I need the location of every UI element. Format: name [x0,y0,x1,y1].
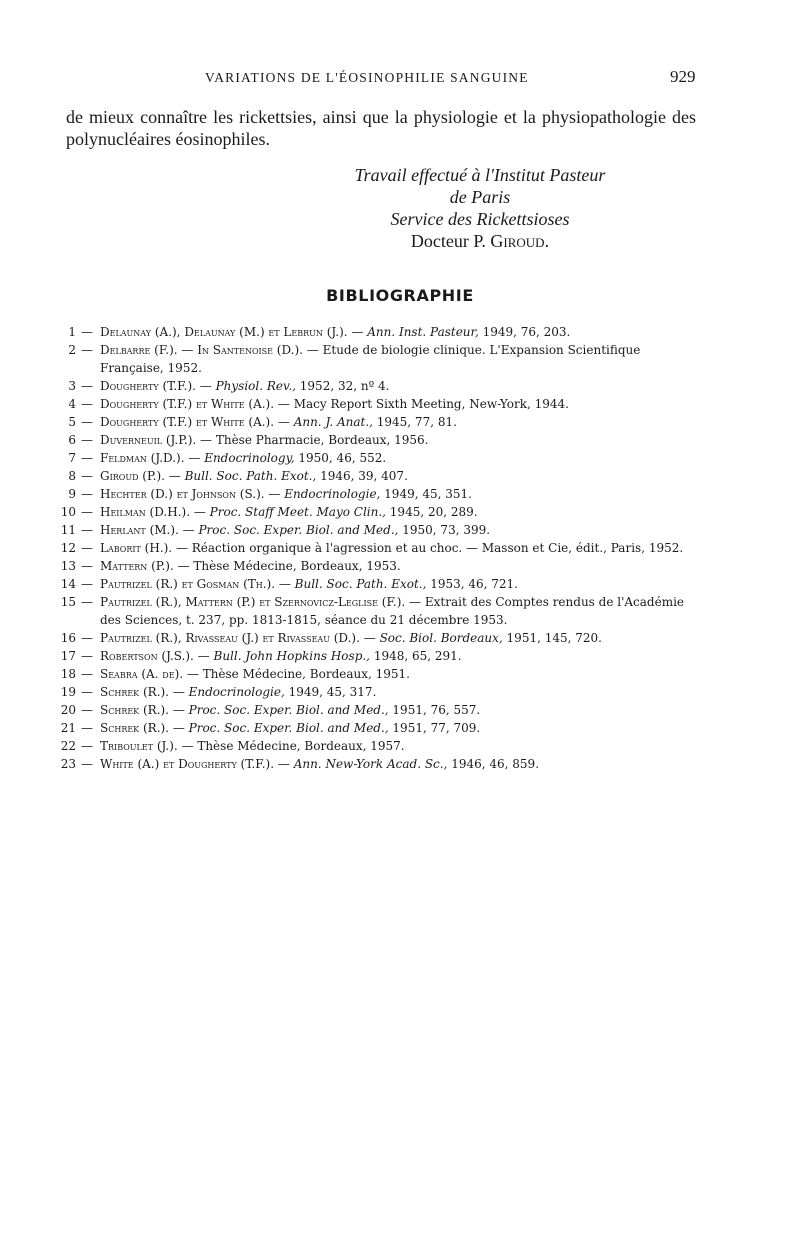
page-header [0,67,800,90]
reference-authors: Herlant (M.). — [100,523,199,537]
bibliography-entry [52,449,697,467]
reference-number: 11 [60,523,76,537]
reference-dash: — [81,487,93,501]
reference-text [100,395,697,413]
bibliography-entry [52,485,697,503]
page-number: 929 [670,67,696,86]
reference-text [100,413,697,431]
reference-dash: — [81,577,93,591]
reference-details: 1950, 46, 552. [294,451,387,465]
reference-authors: Schrek (R.). — [100,685,189,699]
reference-authors: Dougherty (T.F.) et White (A.). — [100,397,294,411]
reference-journal: Physiol. Rev., [215,379,296,393]
reference-authors: Seabra (A. de). — [100,667,203,681]
reference-details: Réaction organique à l'agression et au choc. — Masson et Cie, édit., Paris, 1952. [191,541,684,555]
bibliography-entry [52,323,697,341]
reference-journal: Bull. John Hopkins Hosp., [213,649,370,663]
reference-dash: — [81,469,93,483]
reference-authors: Laborit (H.). — [100,541,192,555]
reference-authors: Hechter (D.) et Johnson (S.). — [100,487,285,501]
reference-details: Thèse Médecine, Bordeaux, 1951. [202,667,410,681]
reference-journal: Proc. Staff Meet. Mayo Clin., [209,505,386,519]
reference-dash: — [81,631,93,645]
reference-dash: — [81,433,93,447]
bibliography-entry [52,593,697,629]
signature-line [300,230,660,252]
bibliography-entry [52,701,697,719]
reference-dash: — [81,379,93,393]
reference-text [100,485,697,503]
signature-line: de Paris [449,187,511,207]
reference-text [100,341,697,377]
reference-number: 4 [68,397,76,411]
reference-dash: — [81,667,93,681]
reference-dash: — [81,595,93,609]
bibliography-entry [52,539,697,557]
reference-details: 1950, 73, 399. [398,523,491,537]
reference-text [100,539,697,557]
reference-details: 1945, 77, 81. [372,415,457,429]
bibliography-entry [52,467,697,485]
reference-number: 6 [68,433,76,447]
reference-text [100,431,697,449]
reference-text [100,683,697,701]
reference-number: 5 [68,415,76,429]
reference-number: 7 [68,451,76,465]
bibliography-entry [52,575,697,593]
bibliography-entry [52,629,697,647]
reference-dash: — [81,523,93,537]
reference-authors: Feldman (J.D.). — [100,451,205,465]
reference-details: Thèse Médecine, Bordeaux, 1953. [193,559,401,573]
reference-number: 20 [60,703,76,717]
reference-text [100,449,697,467]
reference-number: 19 [60,685,76,699]
reference-number: 13 [60,559,76,573]
reference-text [100,593,697,629]
signature-line: Service des Rickettsioses [390,209,570,229]
reference-journal: Proc. Soc. Exper. Biol. and Med., [198,523,399,537]
reference-authors: Mattern (P.). — [100,559,194,573]
reference-journal: Endocrinologie, [188,685,285,699]
reference-text [100,503,697,521]
signature-line: Travail effectué à l'Institut Pasteur [354,165,606,185]
reference-authors: Duverneuil (J.P.). — [100,433,216,447]
reference-dash: — [81,739,93,753]
signature-title: Docteur P. [410,231,491,251]
running-title: VARIATIONS DE L'ÉOSINOPHILIE SANGUINE [205,70,529,85]
reference-dash: — [81,703,93,717]
reference-authors: Triboulet (J.). — [100,739,198,753]
reference-dash: — [81,757,93,771]
reference-authors: Robertson (J.S.). — [100,649,214,663]
reference-details: 1951, 145, 720. [502,631,602,645]
reference-dash: — [81,541,93,555]
reference-authors: Pautrizel (R.), Mattern (P.) et Szernovicz-Leglise (F.). — [100,595,425,609]
reference-details: 1946, 39, 407. [316,469,408,483]
reference-authors: Pautrizel (R.), Rivasseau (J.) et Rivasseau (D.). — [100,631,380,645]
reference-text [100,521,697,539]
signature-block [300,164,660,252]
reference-authors: Schrek (R.). — [100,721,189,735]
bibliography-entry [52,521,697,539]
reference-dash: — [81,397,93,411]
reference-authors: Dougherty (T.F.). — [100,379,216,393]
signature-name: Giroud. [490,231,550,251]
reference-details: Thèse Médecine, Bordeaux, 1957. [197,739,405,753]
bibliography-entry [52,395,697,413]
bibliography-entry [52,503,697,521]
reference-text [100,467,697,485]
reference-details: Thèse Pharmacie, Bordeaux, 1956. [215,433,429,447]
reference-details: Macy Report Sixth Meeting, New-York, 1944. [293,397,569,411]
reference-authors: White (A.) et Dougherty (T.F.). — [100,757,294,771]
reference-dash: — [81,505,93,519]
reference-details: 1945, 20, 289. [385,505,478,519]
reference-details: 1949, 45, 351. [380,487,472,501]
reference-authors: Delbarre (F.). — In Santenoise (D.). — [100,343,323,357]
reference-details: 1949, 45, 317. [284,685,377,699]
reference-dash: — [81,685,93,699]
reference-details: Extrait des Comptes rendus de l'Académie des Sciences, t. 237, pp. 1813-1815, séance du 21 décembre 1953. [100,595,685,627]
reference-journal: Bull. Soc. Path. Exot., [294,577,427,591]
reference-dash: — [81,559,93,573]
reference-text [100,701,697,719]
reference-details: 1948, 65, 291. [370,649,462,663]
bibliography-list [52,323,697,773]
bibliography-entry [52,431,697,449]
reference-number: 15 [60,595,76,609]
bibliography-entry [52,557,697,575]
bibliography-entry [52,341,697,377]
reference-number: 12 [60,541,76,555]
reference-number: 21 [60,721,76,735]
reference-details: 1951, 77, 709. [388,721,481,735]
reference-dash: — [81,451,93,465]
reference-text [100,575,697,593]
reference-text [100,719,697,737]
bibliography-entry [52,683,697,701]
reference-journal: Endocrinologie, [284,487,381,501]
reference-text [100,647,697,665]
reference-number: 2 [68,343,76,357]
reference-journal: Ann. J. Anat., [293,415,373,429]
reference-journal: Proc. Soc. Exper. Biol. and Med., [188,703,389,717]
reference-authors: Schrek (R.). — [100,703,189,717]
reference-authors: Pautrizel (R.) et Gosman (Th.). — [100,577,295,591]
reference-authors: Heilman (D.H.). — [100,505,210,519]
reference-dash: — [81,721,93,735]
reference-text [100,629,697,647]
reference-details: 1952, 32, nº 4. [295,379,390,393]
bibliography-entry [52,647,697,665]
bibliography-entry [52,413,697,431]
reference-details: Etude de biologie clinique. L'Expansion Scientifique Française, 1952. [100,343,641,375]
reference-number: 17 [60,649,76,663]
bibliography-entry [52,377,697,395]
reference-journal: Proc. Soc. Exper. Biol. and Med., [188,721,389,735]
reference-details: 1951, 76, 557. [388,703,481,717]
reference-number: 9 [68,487,76,501]
reference-number: 23 [60,757,76,771]
reference-text [100,755,697,773]
reference-dash: — [81,415,93,429]
reference-journal: Ann. New-York Acad. Sc., [293,757,448,771]
intro-paragraph: de mieux connaître les rickettsies, ainsi que la physiologie et la physiopathologie des polynucléaires éosinophiles. [66,107,696,149]
reference-journal: Soc. Biol. Bordeaux, [379,631,503,645]
reference-text [100,665,697,683]
reference-dash: — [81,649,93,663]
reference-authors: Delaunay (A.), Delaunay (M.) et Lebrun (J.). — [100,325,368,339]
reference-authors: Giroud (P.). — [100,469,185,483]
bibliography-entry [52,737,697,755]
reference-dash: — [81,343,93,357]
reference-text [100,737,697,755]
reference-number: 18 [60,667,76,681]
reference-text [100,377,697,395]
bibliography-entry [52,755,697,773]
reference-number: 1 [68,325,76,339]
reference-text [100,557,697,575]
reference-number: 16 [60,631,76,645]
bibliography-entry [52,665,697,683]
reference-details: 1953, 46, 721. [426,577,518,591]
reference-journal: Bull. Soc. Path. Exot., [184,469,317,483]
reference-details: 1946, 46, 859. [447,757,540,771]
reference-authors: Dougherty (T.F.) et White (A.). — [100,415,294,429]
reference-journal: Ann. Inst. Pasteur, [367,325,479,339]
reference-journal: Endocrinology, [204,451,295,465]
reference-number: 3 [68,379,76,393]
reference-number: 14 [60,577,76,591]
reference-number: 10 [60,505,76,519]
reference-details: 1949, 76, 203. [478,325,571,339]
bibliography-entry [52,719,697,737]
reference-number: 22 [60,739,76,753]
section-title: BIBLIOGRAPHIE [326,286,474,305]
reference-dash: — [81,325,93,339]
reference-text [100,323,697,341]
reference-number: 8 [68,469,76,483]
